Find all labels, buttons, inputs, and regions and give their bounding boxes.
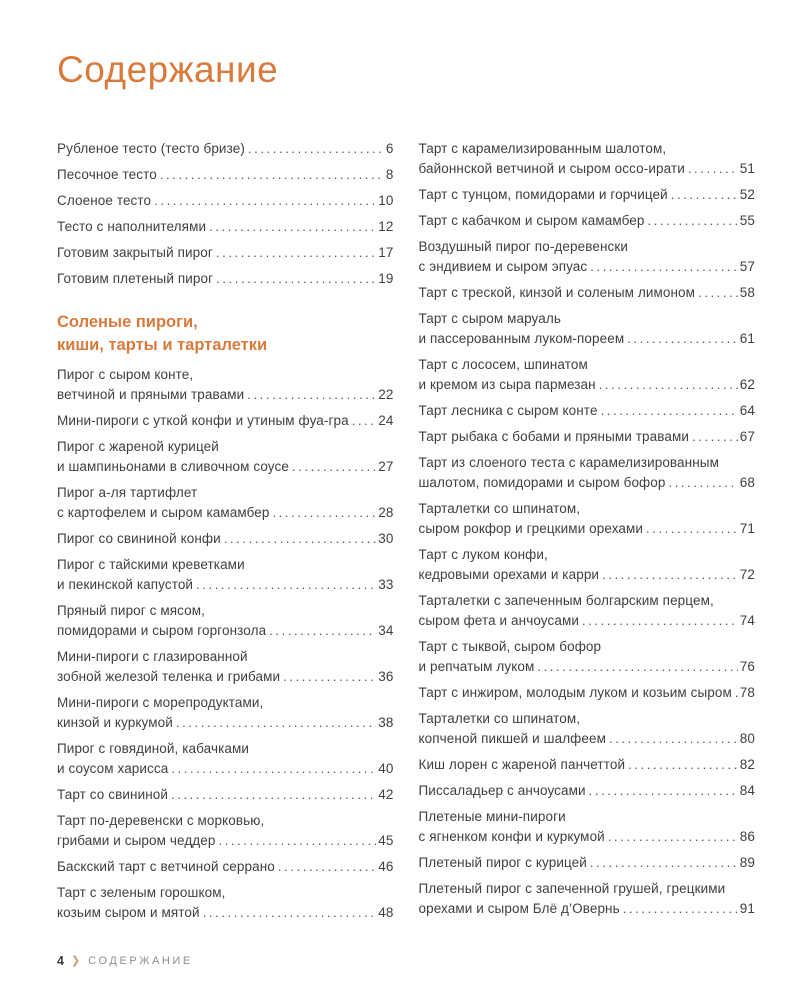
- dot-leader: [582, 611, 738, 631]
- toc-entry-last-line: [419, 257, 756, 277]
- toc-entry-last-line: [419, 401, 756, 421]
- toc-entry-title: байоннской ветчиной и сыром оссо-ирати: [418, 160, 685, 176]
- toc-entry: [57, 785, 394, 805]
- toc-page-number: 82: [739, 756, 755, 772]
- toc-entry-last-line: [419, 565, 756, 585]
- toc-entry: [419, 683, 756, 703]
- toc-page-number: 80: [739, 730, 755, 746]
- toc-entry: [57, 811, 394, 851]
- footer-page-number: 4: [57, 954, 64, 968]
- toc-page-number: 78: [739, 684, 755, 700]
- toc-entry-last-line: [57, 139, 394, 159]
- toc-entry: [419, 637, 756, 677]
- toc-page-number: 55: [739, 212, 755, 228]
- dot-leader: [668, 473, 737, 493]
- toc-entry: [57, 693, 394, 733]
- dot-leader: [278, 857, 376, 877]
- dot-leader: [247, 385, 376, 405]
- toc-page-number: 22: [378, 386, 394, 402]
- toc-entry-last-line: [57, 667, 394, 687]
- toc-entry-title: и соусом харисса: [57, 760, 169, 776]
- dot-leader: [203, 903, 377, 923]
- toc-entry-title: Песочное тесто: [57, 166, 157, 182]
- dot-leader: [688, 159, 738, 179]
- toc-entry-last-line: [419, 729, 756, 749]
- dot-leader: [176, 713, 376, 733]
- toc-entry: [419, 211, 756, 231]
- toc-page-number: 40: [378, 760, 394, 776]
- toc-entry-last-line: [419, 283, 756, 303]
- dot-leader: [283, 667, 376, 687]
- toc-entry-last-line: [57, 529, 394, 549]
- dot-leader: [160, 165, 384, 185]
- toc-entry: [419, 755, 756, 775]
- toc-entry: [57, 269, 394, 289]
- dot-leader: [627, 329, 738, 349]
- dot-leader: [248, 139, 384, 159]
- dot-leader: [292, 457, 376, 477]
- toc-entry-title: Рубленое тесто (тесто бризе): [57, 140, 245, 156]
- toc-entry: [419, 853, 756, 873]
- toc-entry-line: Тарт с лососем, шпинатом: [418, 356, 588, 372]
- dot-leader: [171, 759, 376, 779]
- toc-entry-last-line: [419, 781, 756, 801]
- toc-page-number: 45: [378, 832, 394, 848]
- toc-page-number: 52: [739, 186, 755, 202]
- dot-leader: [602, 565, 738, 585]
- toc-entry: [57, 857, 394, 877]
- toc-page-number: 12: [378, 218, 394, 234]
- toc-entry-last-line: [57, 903, 394, 923]
- toc-entry-title: Тарт с тунцом, помидорами и горчицей: [418, 186, 668, 202]
- toc-entry-last-line: [419, 329, 756, 349]
- toc-entry-title: орехами и сыром Блё д’Овернь: [418, 900, 620, 916]
- toc-entry: [419, 781, 756, 801]
- toc-entry-title: и шампиньонами в сливочном соусе: [57, 458, 289, 474]
- toc-entry-title: с ягненком конфи и куркумой: [418, 828, 605, 844]
- toc-page-number: 76: [739, 658, 755, 674]
- toc-entry-last-line: [57, 243, 394, 263]
- dot-leader: [209, 217, 376, 237]
- toc-page-number: 8: [385, 166, 394, 182]
- dot-leader: [671, 185, 738, 205]
- toc-page-number: 71: [739, 520, 755, 536]
- toc-entry: [419, 139, 756, 179]
- toc-page-number: 30: [378, 530, 394, 546]
- dot-leader: [196, 575, 376, 595]
- toc-entry: [57, 555, 394, 595]
- toc-entry-last-line: [419, 427, 756, 447]
- toc-entry-last-line: [419, 683, 756, 703]
- toc-entry-last-line: [57, 457, 394, 477]
- toc-entry-last-line: [57, 165, 394, 185]
- dot-leader: [628, 755, 738, 775]
- dot-leader: [216, 269, 376, 289]
- toc-entry-title: Тарт со свининой: [57, 786, 169, 802]
- toc-page-number: 48: [378, 904, 394, 920]
- dot-leader: [171, 785, 376, 805]
- toc-entry-line: Тарт с тыквой, сыром бофор: [418, 638, 602, 654]
- toc-entry-last-line: [57, 269, 394, 289]
- dot-leader: [608, 827, 738, 847]
- dot-leader: [698, 283, 738, 303]
- toc-page-number: 27: [378, 458, 394, 474]
- toc-entry-title: Тарт рыбака с бобами и пряными травами: [418, 428, 689, 444]
- toc-entry-last-line: [419, 827, 756, 847]
- toc-entry: [57, 483, 394, 523]
- dot-leader: [589, 781, 738, 801]
- toc-page-number: 57: [739, 258, 755, 274]
- dot-leader: [623, 899, 738, 919]
- toc-entry-title: сыром фета и анчоусами: [418, 612, 579, 628]
- section-header-line: Соленые пироги,: [57, 312, 198, 331]
- toc-entry-line: Плетеные мини-пироги: [418, 808, 566, 824]
- toc-entry-line: Пряный пирог с мясом,: [57, 602, 205, 618]
- toc-entry-title: Тарт лесника с сыром конте: [418, 402, 598, 418]
- toc-entry: [57, 165, 394, 185]
- toc-page-number: 36: [378, 668, 394, 684]
- toc-entry: [57, 601, 394, 641]
- toc-entry-last-line: [419, 519, 756, 539]
- toc-entry-title: и кремом из сыра пармезан: [418, 376, 596, 392]
- toc-entry-last-line: [57, 857, 394, 877]
- toc-entry-line: Плетеный пирог с запеченной грушей, грецкими: [418, 880, 726, 896]
- toc-entry-line: Мини-пироги с глазированной: [57, 648, 248, 664]
- toc-entry-title: и пассерованным луком-пореем: [418, 330, 625, 346]
- toc-page-number: 51: [739, 160, 755, 176]
- dot-leader: [735, 683, 738, 703]
- toc-entry-last-line: [419, 159, 756, 179]
- toc-entry-last-line: [57, 385, 394, 405]
- toc-entry-title: с эндивием и сыром эпуас: [418, 258, 588, 274]
- toc-entry-line: Воздушный пирог по-деревенски: [418, 238, 628, 254]
- toc-entry-line: Тарт с зеленым горошком,: [57, 884, 226, 900]
- toc-entry: [57, 647, 394, 687]
- toc-entry-last-line: [57, 217, 394, 237]
- toc-page-number: 38: [378, 714, 394, 730]
- toc-entry-last-line: [419, 899, 756, 919]
- toc-entry-line: Пирог с жареной курицей: [57, 438, 219, 454]
- toc-entry-line: Тарт с луком конфи,: [418, 546, 548, 562]
- toc-entry-line: Пирог с сыром конте,: [57, 366, 194, 382]
- toc-entry-line: Тарт по-деревенски с морковью,: [57, 812, 265, 828]
- toc-entry: [57, 217, 394, 237]
- toc-entry: [419, 709, 756, 749]
- toc-entry: [57, 883, 394, 923]
- toc-entry-line: Тарталетки со шпинатом,: [418, 710, 581, 726]
- toc-entry-last-line: [419, 375, 756, 395]
- toc-page-number: 10: [378, 192, 394, 208]
- toc-page-number: 61: [739, 330, 755, 346]
- toc-page-number: 89: [739, 854, 755, 870]
- toc-entry-line: Тарталетки со шпинатом,: [418, 500, 581, 516]
- toc-entry-title: Готовим плетеный пирог: [57, 270, 214, 286]
- toc-page-number: 62: [739, 376, 755, 392]
- toc-page-number: 64: [739, 402, 755, 418]
- toc-entry-line: Пирог а-ля тартифлет: [57, 484, 198, 500]
- toc-entry-title: Тарт с инжиром, молодым луком и козьим сыром: [418, 684, 732, 700]
- dot-leader: [219, 831, 377, 851]
- toc-entry-last-line: [57, 831, 394, 851]
- chevron-right-icon: ❯: [70, 954, 81, 967]
- toc-entry-last-line: [419, 853, 756, 873]
- toc-page-number: 33: [378, 576, 394, 592]
- toc-entry-title: и пекинской капустой: [57, 576, 194, 592]
- toc-page-number: 86: [739, 828, 755, 844]
- toc-entry-title: Плетеный пирог с курицей: [418, 854, 587, 870]
- toc-entry-title: Писсаладьер с анчоусами: [418, 782, 586, 798]
- dot-leader: [648, 211, 738, 231]
- toc-column-left: [57, 139, 394, 929]
- toc-entry-title: грибами и сыром чеддер: [57, 832, 216, 848]
- toc-page-number: 91: [739, 900, 755, 916]
- dot-leader: [692, 427, 738, 447]
- dot-leader: [646, 519, 738, 539]
- toc-entry-last-line: [419, 185, 756, 205]
- toc-entry-title: с картофелем и сыром камамбер: [57, 504, 270, 520]
- dot-leader: [154, 191, 376, 211]
- toc-column-right: [419, 139, 756, 929]
- footer-section-label: СОДЕРЖАНИЕ: [88, 955, 193, 967]
- toc-entry-title: Киш лорен с жареной панчеттой: [418, 756, 626, 772]
- toc-entry-title: зобной железой теленка и грибами: [57, 668, 281, 684]
- toc-entry: [419, 185, 756, 205]
- toc-entry-last-line: [57, 785, 394, 805]
- toc-entry-line: Тарт из слоеного теста с карамелизированным: [418, 454, 719, 470]
- toc-entry: [419, 401, 756, 421]
- toc-page-number: 6: [385, 140, 394, 156]
- toc-entry-last-line: [419, 473, 756, 493]
- toc-page-number: 67: [739, 428, 755, 444]
- toc-entry-line: Тарт с карамелизированным шалотом,: [418, 140, 667, 156]
- toc-entry-title: Тарт с треской, кинзой и соленым лимоном: [418, 284, 696, 300]
- toc-entry-title: и репчатым луком: [418, 658, 535, 674]
- toc-entry-title: сыром рокфор и грецкими орехами: [418, 520, 644, 536]
- toc-entry-title: Готовим закрытый пирог: [57, 244, 213, 260]
- toc-entry-title: Мини-пироги с уткой конфи и утиным фуа-гра: [57, 412, 349, 428]
- toc-entry-last-line: [419, 611, 756, 631]
- dot-leader: [216, 243, 376, 263]
- toc-entry-last-line: [57, 411, 394, 431]
- toc-entry-title: Тарт с кабачком и сыром камамбер: [418, 212, 645, 228]
- toc-entry-title: копченой пикшей и шалфеем: [418, 730, 606, 746]
- toc-page-number: 24: [378, 412, 394, 428]
- toc-entry-last-line: [57, 621, 394, 641]
- toc-entry-line: Пирог с говядиной, кабачками: [57, 740, 250, 756]
- toc-page-number: 17: [378, 244, 394, 260]
- dot-leader: [224, 529, 377, 549]
- toc-entry-last-line: [57, 191, 394, 211]
- toc-page-number: 42: [378, 786, 394, 802]
- dot-leader: [601, 401, 738, 421]
- toc-entry-line: Мини-пироги с морепродуктами,: [57, 694, 264, 710]
- toc-entry-last-line: [57, 759, 394, 779]
- section-header: [57, 311, 394, 357]
- toc-entry: [419, 499, 756, 539]
- toc-entry-last-line: [57, 503, 394, 523]
- toc-entry-title: Тесто с наполнителями: [57, 218, 207, 234]
- toc-entry: [419, 427, 756, 447]
- toc-page-number: 34: [378, 622, 394, 638]
- toc-entry: [419, 355, 756, 395]
- toc-page-number: 74: [739, 612, 755, 628]
- toc-entry-title: Пирог со свининой конфи: [57, 530, 221, 546]
- toc-entry: [419, 807, 756, 847]
- dot-leader: [590, 853, 738, 873]
- toc-entry-line: Тарт с сыром маруаль: [418, 310, 561, 326]
- toc-page-number: 28: [378, 504, 394, 520]
- toc-entry-last-line: [419, 211, 756, 231]
- toc-entry: [419, 283, 756, 303]
- toc-page-number: 46: [378, 858, 394, 874]
- toc-entry: [57, 139, 394, 159]
- toc-entry: [419, 591, 756, 631]
- dot-leader: [599, 375, 738, 395]
- toc-columns: [57, 139, 755, 929]
- toc-page-number: 84: [739, 782, 755, 798]
- toc-page-number: 72: [739, 566, 755, 582]
- toc-page-number: 19: [378, 270, 394, 286]
- dot-leader: [269, 621, 376, 641]
- toc-entry-last-line: [419, 755, 756, 775]
- dot-leader: [537, 657, 737, 677]
- toc-entry-title: ветчиной и пряными травами: [57, 386, 245, 402]
- toc-entry: [419, 453, 756, 493]
- dot-leader: [272, 503, 376, 523]
- toc-entry-last-line: [57, 713, 394, 733]
- toc-entry: [57, 365, 394, 405]
- dot-leader: [352, 411, 377, 431]
- toc-entry: [419, 237, 756, 277]
- toc-page-number: 68: [739, 474, 755, 490]
- toc-entry: [57, 411, 394, 431]
- section-header-line: киши, тарты и тарталетки: [57, 335, 268, 354]
- toc-entry-title: Баскский тарт с ветчиной серрано: [57, 858, 275, 874]
- toc-page-number: 58: [739, 284, 755, 300]
- toc-entry-title: кедровыми орехами и карри: [418, 566, 600, 582]
- page-footer: [57, 954, 193, 968]
- toc-entry: [57, 243, 394, 263]
- dot-leader: [609, 729, 738, 749]
- toc-entry-title: кинзой и куркумой: [57, 714, 173, 730]
- page-title: Содержание: [57, 49, 279, 90]
- toc-entry: [57, 529, 394, 549]
- toc-entry: [57, 191, 394, 211]
- toc-entry-line: Пирог с тайскими креветками: [57, 556, 245, 572]
- toc-entry: [419, 309, 756, 349]
- toc-entry-title: шалотом, помидорами и сыром бофор: [418, 474, 666, 490]
- toc-entry: [57, 437, 394, 477]
- toc-entry-title: козьим сыром и мятой: [57, 904, 200, 920]
- toc-entry-title: помидорами и сыром горгонзола: [57, 622, 267, 638]
- toc-entry: [419, 879, 756, 919]
- toc-entry-title: Слоеное тесто: [57, 192, 152, 208]
- toc-entry: [57, 739, 394, 779]
- dot-leader: [590, 257, 738, 277]
- toc-entry-line: Тарталетки с запеченным болгарским перцем,: [418, 592, 714, 608]
- toc-entry: [419, 545, 756, 585]
- toc-entry-last-line: [419, 657, 756, 677]
- toc-entry-last-line: [57, 575, 394, 595]
